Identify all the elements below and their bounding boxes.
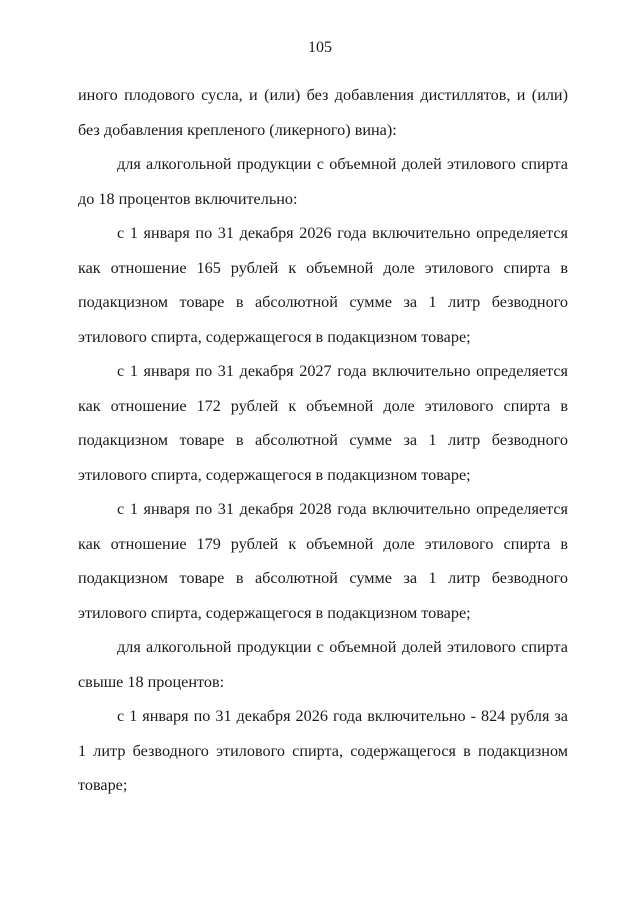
paragraph-rate-2026: с 1 января по 31 декабря 2026 года включительно определяется как отношение 165 рублей к объемной доле этилового спирта в подакцизном товаре в абсолютной сумме за 1 литр безводного этилового спирта, содержащегося в подакцизном товаре; bbox=[78, 224, 568, 346]
paragraph-continuation: иного плодового сусла, и (или) без добавления дистиллятов, и (или) без добавления крепленого (ликерного) вина): bbox=[78, 86, 568, 139]
paragraph-up-to-18-percent: для алкогольной продукции с объемной долей этилового спирта до 18 процентов включительно: bbox=[78, 155, 568, 208]
paragraph-rate-2026-over-18: с 1 января по 31 декабря 2026 года включительно - 824 рубля за 1 литр безводного этилового спирта, содержащегося в подакцизном товаре; bbox=[78, 707, 568, 794]
paragraph-rate-2028: с 1 января по 31 декабря 2028 года включительно определяется как отношение 179 рублей к объемной доле этилового спирта в подакцизном товаре в абсолютной сумме за 1 литр безводного этилового спирта, содержащегося в подакцизном товаре; bbox=[78, 500, 568, 622]
page-number: 105 bbox=[308, 39, 332, 56]
paragraph-rate-2027: с 1 января по 31 декабря 2027 года включительно определяется как отношение 172 рублей к объемной доле этилового спирта в подакцизном товаре в абсолютной сумме за 1 литр безводного этилового спирта, содержащегося в подакцизном товаре; bbox=[78, 362, 568, 484]
document-body bbox=[78, 78, 568, 803]
paragraph-over-18-percent: для алкогольной продукции с объемной долей этилового спирта свыше 18 процентов: bbox=[78, 638, 568, 691]
